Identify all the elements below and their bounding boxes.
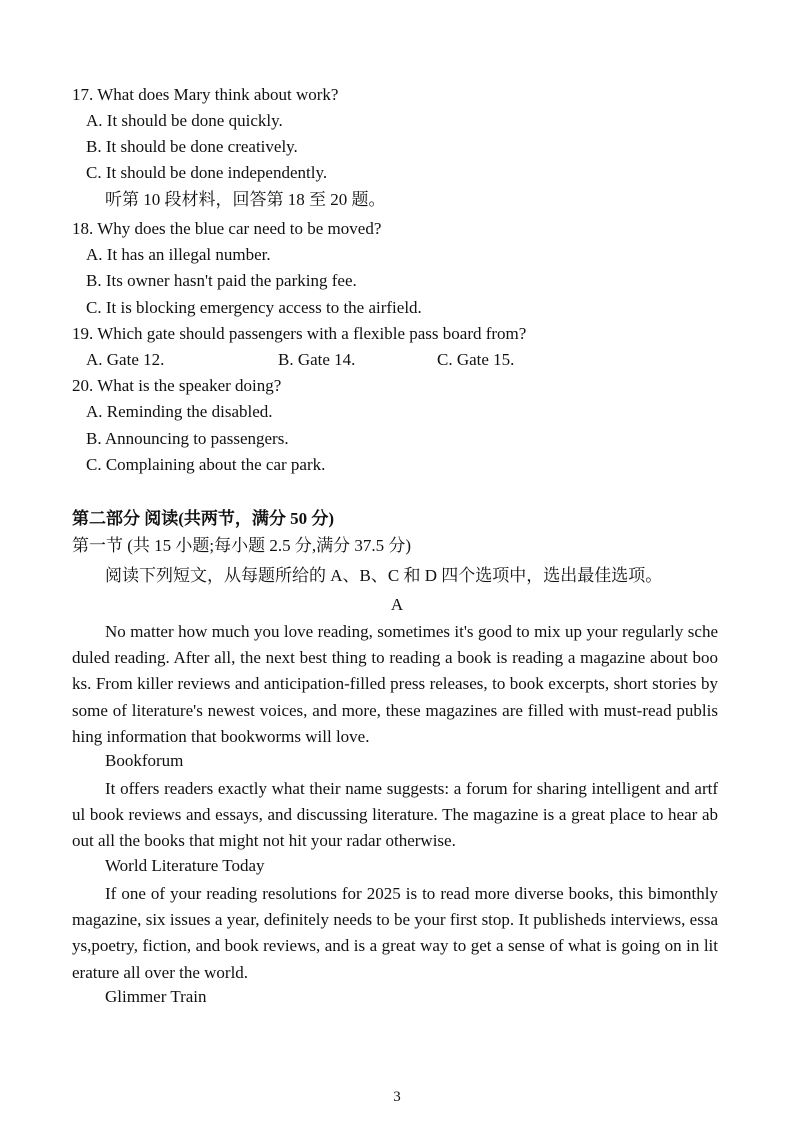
q20-option-c: C. Complaining about the car park. (86, 455, 326, 474)
q19-option-b: B. Gate 14. (278, 350, 356, 369)
q20-option-b: B. Announcing to passengers. (86, 429, 289, 448)
q17-option-c: C. It should be done independently. (86, 163, 328, 182)
passage-intro-text: No matter how much you love reading, sometimes it's good to mix up your regularly scheduled reading. After all, the next best thing to reading a book is reading a magazine about books. From killer reviews and anticipation-filled press releases, to book excerpts, short stories by some of literature's newest voices, and more, these magazines are filled with must-read publishing information that bookworms will love. (72, 622, 718, 746)
reading-part-title: 第二部分 阅读(共两节，满分 50 分) (72, 509, 335, 528)
q18-option-c: C. It is blocking emergency access to the airfield. (86, 298, 422, 317)
world-literature-today-text: If one of your reading resolutions for 2025 is to read more diverse books, this bimonthly magazine, six issues a year, definitely needs to be your first stop. It publisheds interviews, essays,poetry, fiction, and book reviews, and is a great way to get a sense of what is going on in literature all over the world. (72, 884, 718, 982)
question-19: 19. Which gate should passengers with a flexible pass board from? (72, 324, 527, 343)
question-20: 20. What is the speaker doing? (72, 376, 282, 395)
q18-option-b: B. Its owner hasn't paid the parking fee. (86, 271, 357, 290)
q17-option-b: B. It should be done creatively. (86, 137, 298, 156)
q20-option-a: A. Reminding the disabled. (86, 402, 273, 421)
magazine-title-glimmer-train: Glimmer Train (105, 987, 207, 1006)
bookforum-text: It offers readers exactly what their name suggests: a forum for sharing intelligent and artful book reviews and essays, and discussing literature. The magazine is a great place to hear about all the books that might not hit your radar otherwise. (72, 779, 718, 851)
q19-option-c: C. Gate 15. (437, 350, 515, 369)
q18-option-a: A. It has an illegal number. (86, 245, 271, 264)
magazine-title-world-literature-today: World Literature Today (105, 856, 265, 875)
q19-option-a: A. Gate 12. (86, 350, 165, 369)
reading-section-title: 第一节 (共 15 小题;每小题 2.5 分,满分 37.5 分) (72, 536, 412, 555)
world-literature-today-paragraph (72, 881, 718, 986)
reading-instruction: 阅读下列短文，从每题所给的 A、B、C 和 D 四个选项中，选出最佳选项。 (105, 566, 663, 585)
question-17: 17. What does Mary think about work? (72, 85, 339, 104)
question-18: 18. Why does the blue car need to be moved? (72, 219, 382, 238)
passage-intro-paragraph (72, 619, 718, 750)
q17-option-a: A. It should be done quickly. (86, 111, 283, 130)
page-number: 3 (393, 1089, 401, 1105)
passage-letter: A (390, 595, 404, 614)
magazine-title-bookforum: Bookforum (105, 751, 184, 770)
bookforum-paragraph (72, 776, 718, 855)
listening-instruction-10: 听第 10 段材料，回答第 18 至 20 题。 (105, 190, 386, 209)
